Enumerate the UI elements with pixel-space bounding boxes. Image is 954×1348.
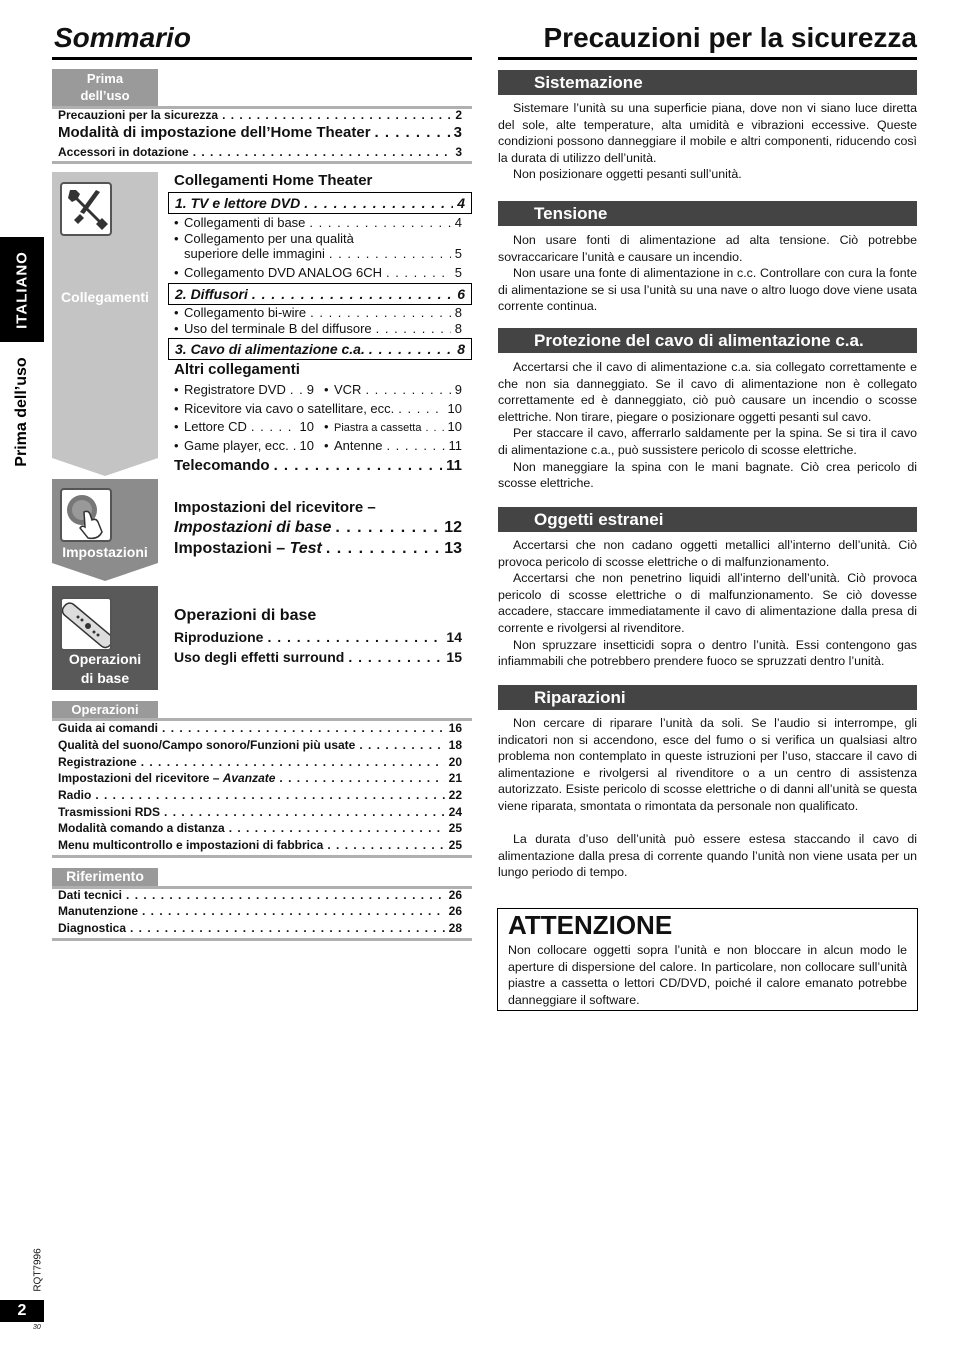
toc-item[interactable]: Radio . . . 22 <box>58 788 462 802</box>
collegamenti-arrow <box>52 458 158 476</box>
toc-item[interactable]: • Lettore CD . . . 10 <box>174 419 314 434</box>
section-heading: Sistemazione <box>498 70 917 95</box>
section-body: Non usare fonti di alimentazione ad alta tensione. Ciò potrebbe sovraccaricare l’unità e causare un incendio. Non usare una fonte di alimentazione in c.c. Controllare con cura la fonte di alimentazione se si usa l’unità su una nave o altro luogo dove viene usata corrente continua. <box>498 233 917 314</box>
sub-page-number: 30 <box>33 1324 41 1331</box>
toc-box-tv-dvd[interactable]: 1. TV e lettore DVD . . . 4 <box>168 192 472 214</box>
toc-item[interactable]: Qualità del suono/Campo sonoro/Funzioni più usate . . . 18 <box>58 738 462 752</box>
toc-item[interactable]: Menu multicontrollo e impostazioni di fabbrica . . . 25 <box>58 838 462 852</box>
impostazioni-label: Impostazioni <box>62 544 148 560</box>
warning-text: Non collocare oggetti sopra l’unità e non bloccare in alcun modo le aperture di dispersione del calore. In particolare, non collocare sull’unità piastre a cassetta o lettori CD/DVD, poiché il calore emanato potrebbe danneggiare il software. <box>508 943 907 1007</box>
riferimento-tab: Riferimento <box>52 868 158 886</box>
toc-item[interactable]: • VCR . . . 9 <box>324 382 462 397</box>
section-heading: Oggetti estranei <box>498 507 917 532</box>
toc-item[interactable]: Trasmissioni RDS . . . 24 <box>58 805 462 819</box>
safety-title-rule <box>498 57 917 60</box>
toc-item[interactable]: Precauzioni per la sicurezza . . . 2 <box>58 108 462 122</box>
impostazioni-line1[interactable]: Impostazioni del ricevitore – <box>174 499 376 516</box>
toc-item-telecomando[interactable]: Telecomando . . . 11 <box>174 457 462 474</box>
section-heading: Tensione <box>498 201 917 226</box>
toc-item[interactable]: Manutenzione . . . 26 <box>58 904 462 918</box>
toc-item[interactable]: Modalità comando a distanza . . . 25 <box>58 821 462 835</box>
operazioni-base-heading: Operazioni di base <box>174 607 317 624</box>
toc-item[interactable]: Registrazione . . . 20 <box>58 755 462 769</box>
toc-item[interactable]: Uso degli effetti surround . . . 15 <box>174 649 462 665</box>
toc-item[interactable]: Dati tecnici . . . 26 <box>58 888 462 902</box>
section-body: Non cercare di riparare l’unità da soli. Se l’audio si interrompe, gli indicatori non si accendono, esce del fumo o si verifica un qualsiasi altro problema non contemplato in queste istruzioni per l’uso, staccare il cavo di alimentazione e rivolgersi al rivenditore o a un centro di assistenza autorizzato. Esiste pericolo di scosse elettriche o di danni all’unità se questa viene riparata, smontata o rimontata da personale non qualificato. La durata d’uso dell’unità può essere estesa staccando il cavo di alimentazione dalla presa di corrente quando l’unità non viene usata per un lungo periodo di tempo. <box>498 716 917 880</box>
toc-item[interactable]: Impostazioni del ricevitore – Avanzate . . . 21 <box>58 771 462 785</box>
altri-heading: Altri collegamenti <box>174 361 300 378</box>
hand-button-icon <box>60 488 112 542</box>
toc-item[interactable]: Modalità di impostazione dell’Home Theater . . . 3 <box>58 124 462 141</box>
toc-item[interactable]: • Piastra a cassetta . . . 10 <box>324 419 462 434</box>
toc-item[interactable]: • Ricevitore via cavo o satellitare, ecc. . . . 10 <box>174 401 462 416</box>
toc-item[interactable]: Diagnostica . . . 28 <box>58 921 462 935</box>
operazioni-bottom-rule <box>52 855 472 858</box>
section-body: Accertarsi che il cavo di alimentazione c.a. sia collegato correttamente e che non sia danneggiato. Se il cavo di alimentazione non è collegato correttamente ed è danneggiato, ciò può causare un incendio o scosse elettriche. Non tirare, piegare o posizionare oggetti pesanti sul cavo. Per staccare il cavo, afferrarlo saldamente per la spina. Se si tira il cavo di alimentazione c.a., può sussistere pericolo di scosse elettriche. Non maneggiare la spina con le mani bagnate. Ciò crea pericolo di scosse elettriche. <box>498 360 917 491</box>
toc-box-diffusori[interactable]: 2. Diffusori . . . 6 <box>168 283 472 305</box>
toc-item[interactable]: • Collegamento DVD ANALOG 6CH . . . 5 <box>174 265 462 280</box>
toc-item[interactable]: • Registratore DVD . . . 9 <box>174 382 314 397</box>
toc-title: Sommario <box>54 22 191 53</box>
toc-item[interactable]: • Uso del terminale B del diffusore . . . 8 <box>174 321 462 336</box>
safety-title: Precauzioni per la sicurezza <box>543 22 917 53</box>
toc-item[interactable]: • Antenne . . . 11 <box>324 438 462 453</box>
operazioni-base-label: Operazioni di base <box>68 651 142 686</box>
toc-box-cavo[interactable]: 3. Cavo di alimentazione c.a. . . . 8 <box>168 338 472 360</box>
toc-item[interactable]: Guida ai comandi . . . 16 <box>58 721 462 735</box>
operazioni-tab: Operazioni <box>52 701 158 718</box>
page-number: 2 <box>0 1300 44 1322</box>
remote-control-icon <box>60 597 112 651</box>
toc-item[interactable]: • Collegamenti di base . . . 4 <box>174 215 462 230</box>
warning-title: ATTENZIONE <box>508 910 673 940</box>
warning-box <box>497 908 918 1011</box>
collegamenti-heading: Collegamenti Home Theater <box>174 172 373 189</box>
section-heading: Protezione del cavo di alimentazione c.a. <box>498 328 917 353</box>
toc-item[interactable]: • Collegamento bi-wire . . . 8 <box>174 305 462 320</box>
section-body: Accertarsi che non cadano oggetti metallici all’interno dell’unità. Ciò provoca pericolo di scosse elettriche o di malfunzionamento. Accertarsi che non penetrino liquidi all’interno dell’unità. Ciò provoca pericolo di scosse elettriche o di malfunzionamento. Se ciò dovesse accadere, staccare immediatamente il cavo di alimentazione dalla presa di corrente e rivolgersi al rivenditore. Non spruzzare insetticidi sopra o dentro l’unità. Essi contengono gas infiammabili che potrebbero prendere fuoco se spruzzati dentro l’unità. <box>498 538 917 669</box>
toc-item[interactable]: Riproduzione . . . 14 <box>174 629 462 645</box>
prima-bottom-rule <box>52 161 472 164</box>
section-heading: Riparazioni <box>498 685 917 710</box>
collegamenti-label: Collegamenti <box>61 289 149 305</box>
section-side-label: Prima dell’uso <box>13 357 30 467</box>
language-tab: ITALIANO <box>0 237 44 342</box>
section-body: Sistemare l’unità su una superficie piana, dove non vi siano luce diretta del sole, alte temperature, alta umidità e vibrazioni eccessive. Queste condizioni possono danneggiare il mobile e altri componenti, riducendo così la durata di utilizzo dell’unità. Non posizionare oggetti pesanti sull’unità. <box>498 101 917 182</box>
toc-item[interactable]: • Collegamento per una qualità superiore delle immagini . . . 5 <box>174 231 462 261</box>
toc-item[interactable]: • Game player, ecc. . . . 10 <box>174 438 314 453</box>
toc-item[interactable]: Impostazioni – Test . . . 13 <box>174 540 462 558</box>
riferimento-bottom-rule <box>52 938 472 941</box>
toc-item[interactable]: Accessori in dotazione . . . 3 <box>58 145 462 159</box>
wrench-icon <box>60 182 112 236</box>
impostazioni-arrow <box>52 563 158 581</box>
document-code: RQT7996 <box>32 1248 44 1292</box>
toc-title-rule <box>52 57 472 60</box>
toc-item[interactable]: Impostazioni di base . . . 12 <box>174 519 462 537</box>
prima-tab: Prima dell’uso <box>52 69 158 106</box>
